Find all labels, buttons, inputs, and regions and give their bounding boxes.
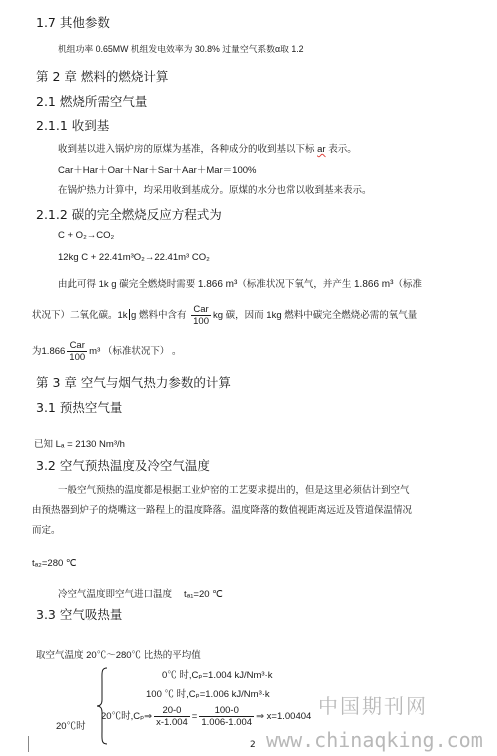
boiler-calc-paragraph: 在锅炉热力计算中，均采用收到基成分。原煤的水分也常以收到基来表示。 [58,185,372,196]
specific-heat-intro: 取空气温度 20℃～280℃ 比热的平均值 [36,650,201,661]
preheat-air-volume: 已知 Lₐ = 2130 Nm³/h [34,439,125,450]
car-over-100-fraction-2: $\frac{\text{Car}}{100}$ [69,340,86,363]
cp-at-20c-label: 20℃时 [56,721,86,732]
cp-at-100c: 100 ℃ 时,Cₚ=1.006 kJ/Nm³·k [146,689,270,700]
interpolation-formula: 20℃时,Cₚ⇒ $\frac{20-0}{x-1.004}$ = $\frac{100-0}{1.006-1.004}$ ⇒ x=1.00404 [101,705,312,728]
section-3-1-heading: 3.1 预热空气量 [36,400,123,415]
preheat-paragraph-line-2: 由预热器到炉子的烧嘴这一路程上的温度降落。温度降落的数值视距离远近及管道保温情况 [32,505,413,516]
section-3-3-heading: 3.3 空气吸热量 [36,607,123,622]
carbon-mass-equation: 12kg C + 22.41m³O₂→22.41m³ CO₂ [58,252,210,263]
cold-air-temp-value: tₐ₁=20 ℃ [184,589,223,600]
as-received-basis-paragraph: 收到基以进入锅炉房的原煤为基准，各种成分的收到基以下标 ar 表示。 [58,144,357,155]
preheat-paragraph-line-3: 而定。 [32,525,61,536]
watermark-url: www.chinaqking.com [266,728,483,752]
other-params-line: 机组功率 0.65MW 机组发电效率为 30.8% 过量空气系数α取 1.2 [58,44,304,54]
section-2-1-1-heading: 2.1.1 收到基 [36,118,110,133]
page-corner-mark [28,736,29,752]
oxygen-demand-line-2: 状况下）二氧化碳。1k g 燃料中含有 $\frac{\text{Car}}{100}$ kg 碳，因而 1kg 燃料中碳完全燃烧必需的氧气量 [32,304,418,327]
section-2-1-heading: 2.1 燃烧所需空气量 [36,94,148,109]
ar-subscript-term: ar [317,144,326,155]
watermark-chinese: 中国期刊网 [318,694,428,718]
text-cursor [129,309,131,320]
section-3-2-heading: 3.2 空气预热温度及冷空气温度 [36,458,210,473]
oxygen-demand-line-3: 为1.866 $\frac{\text{Car}}{100}$ m³ （标准状况下） 。 [32,340,182,363]
section-1-7-heading: 1.7 其他参数 [36,15,110,30]
section-2-1-2-heading: 2.1.2 碳的完全燃烧反应方程式为 [36,207,222,222]
cp-at-0c: 0℃ 时,Cₚ=1.004 kJ/Nm³·k [162,670,273,681]
chapter-2-heading: 第 2 章 燃料的燃烧计算 [36,69,169,84]
preheat-temp-value: tₐ₂=280 ℃ [32,558,77,569]
preheat-paragraph-line-1: 一般空气预热的温度都是根据工业炉窑的工艺要求提出的，但是这里必须估计到空气 [58,485,410,496]
page-number: 2 [250,740,256,750]
interp-fraction-2: $\frac{100-0}{1.006-1.004}$ [201,705,253,728]
cold-air-temp-line: 冷空气温度即空气进口温度 tₐ₁=20 ℃ [58,589,223,600]
car-over-100-fraction: $\frac{\text{Car}}{100}$ [193,304,209,327]
composition-formula: Car＋Har＋Oar＋Nar＋Sar＋Aar＋Mar＝100% [58,165,257,176]
chapter-3-heading: 第 3 章 空气与烟气热力参数的计算 [36,375,231,390]
oxygen-demand-line-1: 由此可得 1k g 碳完全燃烧时需要 1.866 m³（标准状况下氧气，并产生 1.866 m³（标准 [58,279,422,290]
carbon-reaction-equation: C + O₂→CO₂ [58,230,115,241]
interp-fraction-1: $\frac{20-0}{x-1.004}$ [156,705,188,728]
